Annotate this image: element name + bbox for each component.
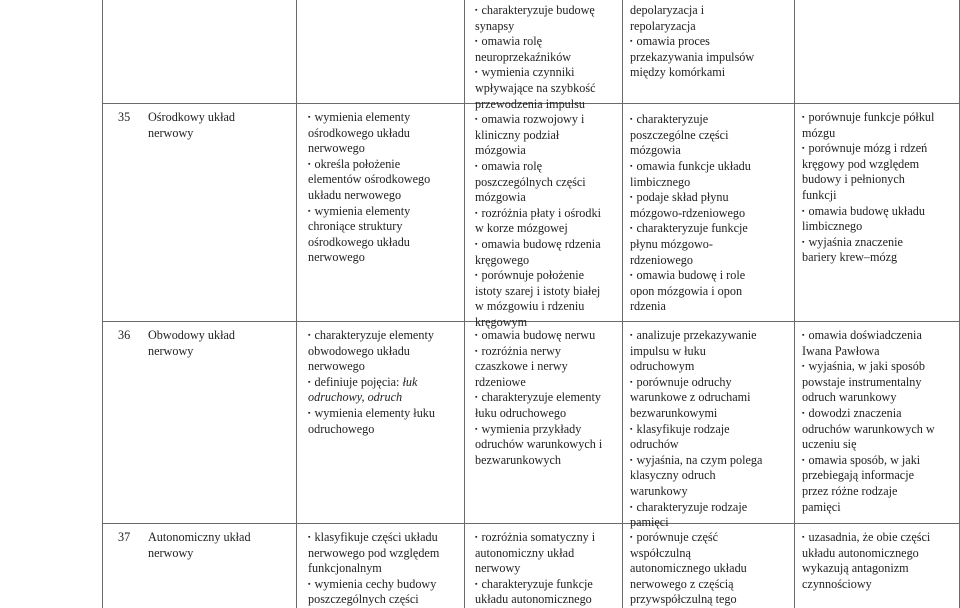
item-continuation xyxy=(630,65,754,81)
item-continuation xyxy=(802,250,934,266)
item-text: w korze mózgowej xyxy=(475,221,568,236)
item-text: układu nerwowego xyxy=(308,187,402,202)
item-text: między komórkami xyxy=(630,65,726,80)
item-continuation xyxy=(630,406,762,422)
item-continuation xyxy=(630,143,754,159)
requirement-cell-col5 xyxy=(630,3,754,315)
item-continuation xyxy=(630,437,762,453)
item-text: bezwarunkowych xyxy=(475,452,561,467)
bullet-item xyxy=(802,204,934,220)
item-continuation xyxy=(802,484,935,500)
item-text: poszczególne części xyxy=(630,127,729,142)
item-text: Iwana Pawłowa xyxy=(802,343,880,358)
item-continuation xyxy=(630,468,762,484)
item-text: powstaje instrumentalny xyxy=(802,374,922,389)
item-text: rozróżnia płaty i ośrodki xyxy=(481,205,601,220)
item-text: odruchowym xyxy=(630,359,695,374)
item-continuation xyxy=(630,237,754,253)
item-text: wpływające na szybkość xyxy=(475,80,596,95)
requirement-cell-col4 xyxy=(475,3,601,330)
item-text: rdzeniowe xyxy=(475,374,526,389)
requirement-cell-col3 xyxy=(308,530,439,608)
item-text: omawia budowę rdzenia xyxy=(481,236,601,251)
row-topic xyxy=(148,328,235,359)
item-text: nerwowy xyxy=(475,561,521,576)
item-text: wymienia elementy xyxy=(314,110,411,124)
item-text: charakteryzuje funkcje xyxy=(636,221,748,236)
bullet-item xyxy=(802,235,934,251)
item-text: charakteryzuje elementy xyxy=(481,390,601,405)
item-continuation xyxy=(630,284,754,300)
item-continuation xyxy=(475,19,601,35)
item-text: nerwowego xyxy=(308,250,365,265)
bullet-item xyxy=(802,110,934,126)
item-text: mózgowia xyxy=(475,190,526,205)
item-continuation xyxy=(308,219,430,235)
row-divider xyxy=(102,523,960,524)
item-text: wymienia elementy xyxy=(314,203,411,218)
requirement-cell-col5 xyxy=(630,530,747,608)
item-continuation xyxy=(802,126,934,142)
bullet-item xyxy=(630,34,754,50)
item-continuation xyxy=(308,172,430,188)
item-text: neuroprzekaźników xyxy=(475,49,572,64)
bullet-item xyxy=(630,159,754,175)
column-divider xyxy=(622,0,623,608)
item-continuation xyxy=(475,592,595,608)
item-continuation xyxy=(802,172,934,188)
item-text: odruchów xyxy=(630,437,679,452)
item-text: dowodzi znaczenia xyxy=(808,405,902,420)
item-text: nerwowego pod względem xyxy=(308,545,440,560)
item-text: mózgu xyxy=(802,125,836,140)
item-continuation xyxy=(308,592,439,608)
item-text: czaszkowe i nerwy xyxy=(475,359,568,374)
bullet-item xyxy=(475,328,602,344)
item-continuation xyxy=(475,359,602,375)
item-continuation xyxy=(630,299,754,315)
item-continuation xyxy=(475,128,601,144)
item-continuation xyxy=(802,468,935,484)
item-continuation xyxy=(308,235,430,251)
item-text: chroniące struktury xyxy=(308,219,403,234)
item-continuation xyxy=(630,128,754,144)
item-text: przez różne rodzaje xyxy=(802,483,898,498)
item-text: uczeniu się xyxy=(802,437,857,452)
bullet-item xyxy=(802,453,935,469)
item-text: charakteryzuje funkcje xyxy=(481,576,593,591)
item-text: repolaryzacja xyxy=(630,18,696,33)
item-continuation xyxy=(630,253,754,269)
item-continuation xyxy=(475,437,602,453)
italic-term: odruchowy, odruch xyxy=(308,390,403,405)
bullet-item xyxy=(475,206,601,222)
item-text: układu autonomicznego xyxy=(802,545,919,560)
topic-line: nerwowy xyxy=(148,125,194,140)
bullet-item xyxy=(475,3,601,19)
requirement-cell-col6 xyxy=(802,110,934,266)
item-text: analizuje przekazywanie xyxy=(636,328,757,342)
item-text: obwodowego układu xyxy=(308,343,410,358)
item-continuation xyxy=(308,561,439,577)
item-continuation xyxy=(630,344,762,360)
item-text: nerwowego xyxy=(308,141,365,156)
item-continuation xyxy=(475,299,601,315)
bullet-item xyxy=(308,328,435,344)
item-continuation xyxy=(475,453,602,469)
bullet-item xyxy=(475,530,595,546)
item-text: omawia proces xyxy=(636,34,710,49)
item-continuation xyxy=(802,546,930,562)
table-border-left xyxy=(102,0,103,608)
bullet-item xyxy=(630,500,762,516)
item-continuation xyxy=(475,97,601,113)
item-text: funkcji xyxy=(802,187,837,202)
bullet-item xyxy=(475,237,601,253)
item-continuation xyxy=(630,592,747,608)
item-text: omawia budowę i role xyxy=(636,268,746,283)
bullet-item xyxy=(308,406,435,422)
item-text: klasyczny odruch xyxy=(630,468,716,483)
bullet-item xyxy=(308,110,430,126)
bullet-item xyxy=(308,157,430,173)
item-text: omawia budowę nerwu xyxy=(481,328,596,342)
item-text: określa położenie xyxy=(314,156,401,171)
bullet-item xyxy=(475,112,601,128)
item-text: porównuje część xyxy=(636,530,719,544)
item-text: pamięci xyxy=(802,499,841,514)
item-text: pamięci xyxy=(630,515,669,530)
item-continuation xyxy=(630,81,754,97)
item-text: mózgowo-rdzeniowego xyxy=(630,205,746,220)
item-continuation xyxy=(630,546,747,562)
item-text: charakteryzuje rodzaje xyxy=(636,499,748,514)
item-continuation xyxy=(475,253,601,269)
item-text: omawia sposób, w jaki xyxy=(808,452,921,467)
item-text: wyjaśnia znaczenie xyxy=(808,234,903,249)
item-text: synapsy xyxy=(475,18,515,33)
item-continuation xyxy=(308,141,430,157)
item-text: rdzeniowego xyxy=(630,252,693,267)
item-text: charakteryzuje elementy xyxy=(314,328,434,342)
item-text: klasyfikuje rodzaje xyxy=(636,421,730,436)
item-text: przewodzenia impulsu xyxy=(475,96,585,111)
item-continuation xyxy=(802,422,935,438)
item-text: elementów ośrodkowego xyxy=(308,172,431,187)
topic-line: Ośrodkowy układ xyxy=(148,110,235,124)
item-text: ośrodkowego układu xyxy=(308,125,410,140)
item-text: charakteryzuje xyxy=(636,112,709,127)
item-text: wymienia przykłady xyxy=(481,421,582,436)
item-text: charakteryzuje budowę xyxy=(481,3,595,17)
item-continuation xyxy=(630,577,747,593)
row-topic xyxy=(148,110,235,141)
item-text: odruchów warunkowych i xyxy=(475,437,603,452)
item-continuation xyxy=(630,206,754,222)
item-text: rozróżnia nerwy xyxy=(481,343,562,358)
item-continuation xyxy=(308,250,430,266)
item-continuation xyxy=(802,188,934,204)
item-text: nerwowego xyxy=(308,359,365,374)
item-text: ośrodkowego układu xyxy=(308,234,410,249)
item-continuation xyxy=(308,422,435,438)
item-continuation xyxy=(630,515,762,531)
requirement-cell-col6 xyxy=(802,530,930,592)
bullet-item xyxy=(475,577,595,593)
bullet-item xyxy=(630,530,747,546)
topic-line: nerwowy xyxy=(148,343,194,358)
topic-line: nerwowy xyxy=(148,545,194,560)
item-text: odruch warunkowy xyxy=(802,390,897,405)
item-text: istoty szarej i istoty białej xyxy=(475,283,601,298)
item-continuation xyxy=(630,390,762,406)
item-text: omawia rolę xyxy=(481,158,543,173)
requirement-cell-col3 xyxy=(308,110,430,266)
italic-term: łuk xyxy=(402,374,418,389)
item-text: przekazywania impulsów xyxy=(630,49,755,64)
bullet-item xyxy=(802,141,934,157)
item-continuation xyxy=(475,284,601,300)
item-text: płynu mózgowo- xyxy=(630,236,713,251)
item-continuation xyxy=(308,546,439,562)
item-text: wykazują antagonizm xyxy=(802,561,909,576)
row-number: 36 xyxy=(118,328,131,342)
item-text: autonomicznego układu xyxy=(630,561,747,576)
item-text: poszczególnych części xyxy=(308,592,419,607)
item-continuation xyxy=(802,561,930,577)
item-text: wyjaśnia, na czym polega xyxy=(636,452,763,467)
item-text: podaje skład płynu xyxy=(636,190,729,205)
item-continuation xyxy=(802,375,935,391)
item-text: współczulną xyxy=(630,545,691,560)
column-divider xyxy=(296,0,297,608)
item-continuation xyxy=(630,3,754,19)
item-continuation xyxy=(802,577,930,593)
bullet-item xyxy=(630,453,762,469)
bullet-item xyxy=(475,390,602,406)
item-continuation xyxy=(630,50,754,66)
bullet-item xyxy=(475,422,602,438)
item-text: poszczególnych części xyxy=(475,174,586,189)
row-topic xyxy=(148,530,251,561)
bullet-item xyxy=(802,530,930,546)
item-continuation xyxy=(475,143,601,159)
topic-line: Obwodowy układ xyxy=(148,328,235,342)
item-text: odruchów warunkowych w xyxy=(802,421,935,436)
item-text: porównuje mózg i rdzeń xyxy=(808,141,928,156)
item-continuation xyxy=(802,157,934,173)
item-continuation xyxy=(308,126,430,142)
item-text: omawia doświadczenia xyxy=(808,328,922,342)
item-text: rdzenia xyxy=(630,299,666,314)
item-text: warunkowe z odruchami xyxy=(630,390,751,405)
bullet-item xyxy=(802,328,935,344)
item-text: porównuje funkcje półkul xyxy=(808,110,935,124)
topic-line: Autonomiczny układ xyxy=(148,530,251,544)
item-continuation xyxy=(802,219,934,235)
bullet-item xyxy=(630,422,762,438)
item-continuation xyxy=(308,344,435,360)
item-continuation xyxy=(475,546,595,562)
item-text: autonomiczny układ xyxy=(475,545,575,560)
item-text: budowy i pełnionych xyxy=(802,172,905,187)
bullet-item xyxy=(308,204,430,220)
item-continuation xyxy=(630,19,754,35)
item-text: kręgowy pod względem xyxy=(802,156,920,171)
item-text: omawia funkcje układu xyxy=(636,158,751,173)
requirement-cell-col6 xyxy=(802,328,935,515)
item-text: przywspółczulną tego xyxy=(630,592,737,607)
item-continuation xyxy=(475,375,602,391)
requirement-cell-col5 xyxy=(630,328,762,531)
bullet-item xyxy=(475,159,601,175)
item-text: limbicznego xyxy=(630,174,691,189)
item-continuation xyxy=(475,81,601,97)
item-text: warunkowy xyxy=(630,483,688,498)
item-text: omawia budowę układu xyxy=(808,203,925,218)
item-text: limbicznego xyxy=(802,219,863,234)
item-text: wymienia elementy łuku xyxy=(314,405,435,420)
item-text: klasyfikuje części układu xyxy=(314,530,438,544)
row-number: 37 xyxy=(118,530,131,544)
item-continuation xyxy=(630,97,754,113)
bullet-item xyxy=(308,577,439,593)
item-text: układu autonomicznego xyxy=(475,592,592,607)
item-text: wyjaśnia, w jaki sposób xyxy=(808,359,925,374)
bullet-item xyxy=(475,65,601,81)
item-continuation xyxy=(802,500,935,516)
item-text: depolaryzacja i xyxy=(630,3,705,17)
bullet-item xyxy=(630,268,754,284)
item-continuation xyxy=(475,221,601,237)
item-text: łuku odruchowego xyxy=(475,405,567,420)
item-text: wymienia cechy budowy xyxy=(314,576,437,591)
item-text: odruchowego xyxy=(308,421,375,436)
item-text: kręgowego xyxy=(475,252,530,267)
item-text: czynnościowy xyxy=(802,576,872,591)
item-continuation xyxy=(630,484,762,500)
item-continuation xyxy=(308,359,435,375)
bullet-item xyxy=(802,359,935,375)
requirement-cell-col4 xyxy=(475,530,595,608)
bullet-item xyxy=(308,530,439,546)
bullet-item xyxy=(630,375,762,391)
bullet-item xyxy=(475,34,601,50)
requirement-cell-col3 xyxy=(308,328,435,437)
item-text: funkcjonalnym xyxy=(308,561,382,576)
item-text: uzasadnia, że obie części xyxy=(808,530,931,544)
item-continuation xyxy=(802,437,935,453)
column-divider xyxy=(794,0,795,608)
item-text: w mózgowiu i rdzeniu xyxy=(475,299,585,314)
bullet-item xyxy=(630,190,754,206)
item-text: porównuje odruchy xyxy=(636,374,732,389)
item-continuation xyxy=(630,359,762,375)
item-text: definiuje pojęcia: xyxy=(314,374,403,389)
item-continuation xyxy=(308,188,430,204)
item-text: bezwarunkowymi xyxy=(630,405,718,420)
item-text: mózgowia xyxy=(475,143,526,158)
bullet-item xyxy=(630,112,754,128)
item-text: porównuje położenie xyxy=(481,268,585,283)
bullet-item xyxy=(475,268,601,284)
item-text: bariery krew–mózg xyxy=(802,250,898,265)
column-divider xyxy=(464,0,465,608)
item-text: kliniczny podział xyxy=(475,127,560,142)
item-continuation xyxy=(475,561,595,577)
row-number: 35 xyxy=(118,110,131,124)
item-text: opon mózgowia i opon xyxy=(630,283,743,298)
item-continuation xyxy=(475,50,601,66)
item-continuation xyxy=(475,190,601,206)
item-continuation xyxy=(630,175,754,191)
item-text: mózgowia xyxy=(630,143,681,158)
item-continuation xyxy=(308,390,435,406)
bullet-item xyxy=(630,328,762,344)
item-text: rozróżnia somatyczny i xyxy=(481,530,596,544)
item-continuation xyxy=(475,406,602,422)
item-text: wymienia czynniki xyxy=(481,65,575,80)
bullet-item xyxy=(802,406,935,422)
requirement-cell-col4 xyxy=(475,328,602,468)
item-text: omawia rozwojowy i xyxy=(481,112,585,127)
item-text: kręgowym xyxy=(475,314,528,329)
item-text: przebiegają informacje xyxy=(802,468,914,483)
bullet-item xyxy=(475,344,602,360)
bullet-item xyxy=(630,221,754,237)
item-text: impulsu w łuku xyxy=(630,343,706,358)
item-text: omawia rolę xyxy=(481,34,543,49)
item-text: nerwowego z częścią xyxy=(630,576,734,591)
item-continuation xyxy=(630,561,747,577)
item-continuation xyxy=(802,344,935,360)
item-continuation xyxy=(802,390,935,406)
bullet-item xyxy=(308,375,435,391)
item-continuation xyxy=(475,175,601,191)
